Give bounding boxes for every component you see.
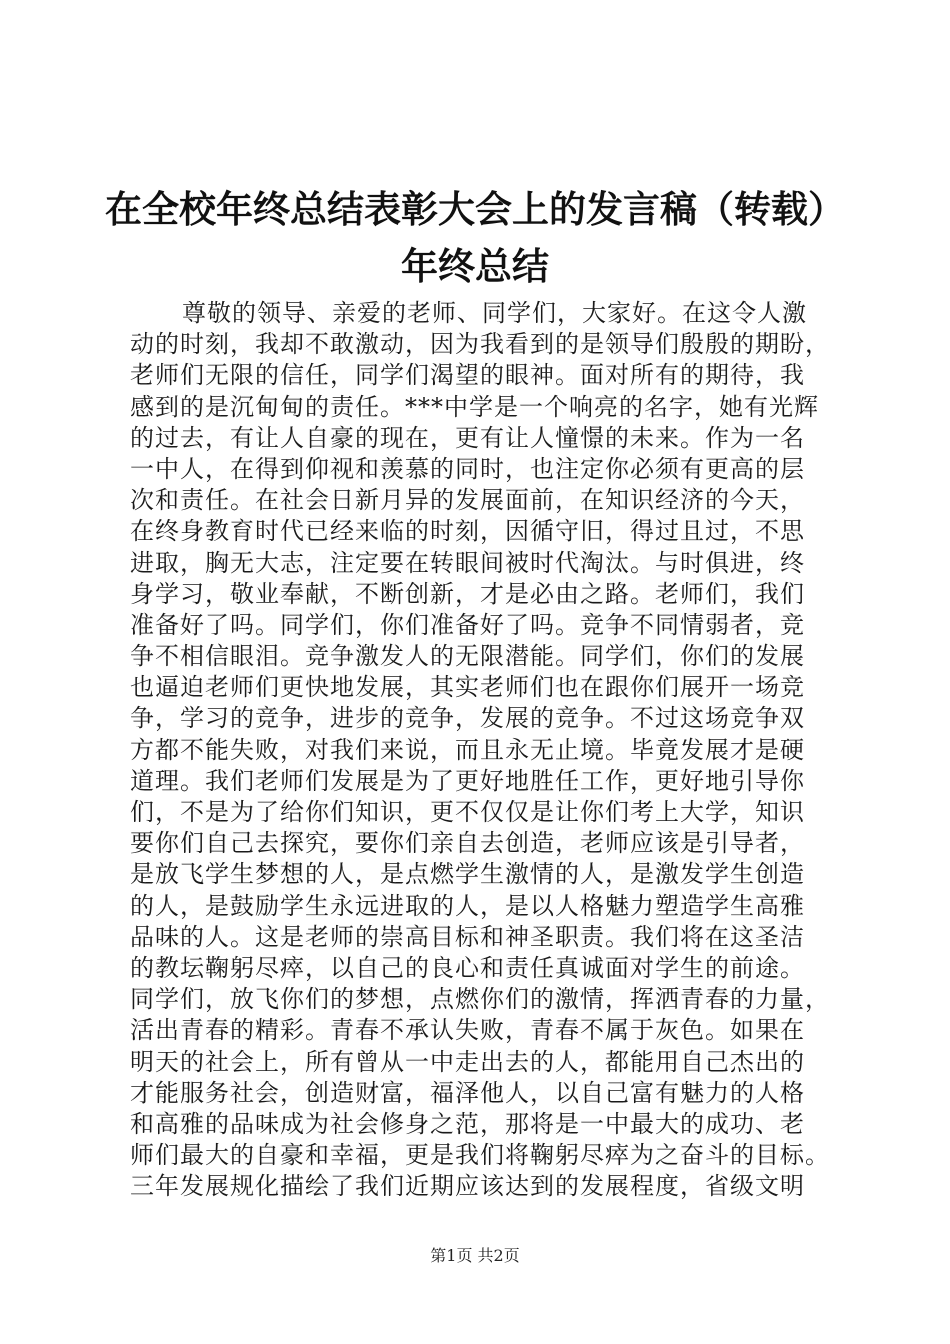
body-line: 的教坛鞠躬尽瘁，以自己的良心和责任真诚面对学生的前途。 — [130, 953, 805, 982]
body-line: 尊敬的领导、亲爱的老师、同学们，大家好。在这令人激 — [182, 299, 807, 327]
body-line: 一中人，在得到仰视和羡慕的同时，也注定你必须有更高的层 — [130, 454, 805, 483]
body-line: 的过去，有让人自豪的现在，更有让人憧憬的未来。作为一名 — [130, 423, 805, 452]
document-subtitle: 年终总结 — [401, 245, 549, 288]
page-number-footer: 第1页 共2页 — [430, 1246, 520, 1265]
body-line: 争，学习的竞争，进步的竞争，发展的竞争。不过这场竞争双 — [130, 704, 805, 733]
body-line: 进取，胸无大志，注定要在转眼间被时代淘汰。与时俱进，终 — [130, 548, 805, 577]
body-line: 师们最大的自豪和幸福，更是我们将鞠躬尽瘁为之奋斗的目标。 — [130, 1141, 830, 1170]
body-line: 在终身教育时代已经来临的时刻，因循守旧，得过且过，不思 — [130, 517, 805, 546]
body-line: 争不相信眼泪。竞争激发人的无限潜能。同学们，你们的发展 — [130, 642, 805, 671]
body-line: 明天的社会上，所有曾从一中走出去的人，都能用自己杰出的 — [130, 1047, 805, 1076]
body-line: 是放飞学生梦想的人，是点燃学生激情的人，是激发学生创造 — [130, 860, 805, 889]
body-line: 才能服务社会，创造财富，福泽他人，以自己富有魅力的人格 — [130, 1078, 805, 1107]
body-line: 动的时刻，我却不敢激动，因为我看到的是领导们殷殷的期盼， — [130, 330, 830, 359]
body-line: 的人，是鼓励学生永远进取的人，是以人格魅力塑造学生高雅 — [130, 891, 805, 920]
body-line: 们，不是为了给你们知识，更不仅仅是让你们考上大学，知识 — [130, 798, 805, 826]
body-line: 感到的是沉甸甸的责任。***中学是一个响亮的名字，她有光辉 — [130, 392, 819, 421]
body-line: 道理。我们老师们发展是为了更好地胜任工作，更好地引导你 — [130, 766, 805, 795]
body-line: 活出青春的精彩。青春不承认失败，青春不属于灰色。如果在 — [130, 1016, 805, 1045]
body-line: 方都不能失败，对我们来说，而且永无止境。毕竟发展才是硬 — [130, 735, 805, 764]
body-line: 也逼迫老师们更快地发展，其实老师们也在跟你们展开一场竞 — [130, 673, 805, 702]
body-line: 准备好了吗。同学们，你们准备好了吗。竞争不同情弱者，竞 — [130, 610, 805, 639]
body-line: 次和责任。在社会日新月异的发展面前，在知识经济的今天， — [130, 486, 805, 515]
body-text — [130, 298, 830, 1202]
document-title: 在全校年终总结表彰大会上的发言稿（转载） — [105, 188, 845, 231]
body-line: 身学习，敬业奉献，不断创新，才是必由之路。老师们，我们 — [130, 579, 805, 608]
body-line: 老师们无限的信任，同学们渴望的眼神。面对所有的期待，我 — [130, 361, 805, 390]
body-line: 和高雅的品味成为社会修身之范，那将是一中最大的成功、老 — [130, 1109, 805, 1138]
body-line: 品味的人。这是老师的崇高目标和神圣职责。我们将在这圣洁 — [130, 922, 805, 951]
body-line: 要你们自己去探究，要你们亲自去创造，老师应该是引导者， — [130, 829, 805, 858]
body-line: 同学们，放飞你们的梦想，点燃你们的激情，挥洒青春的力量， — [130, 985, 830, 1014]
body-line: 三年发展规化描绘了我们近期应该达到的发展程度，省级文明 — [130, 1172, 805, 1201]
